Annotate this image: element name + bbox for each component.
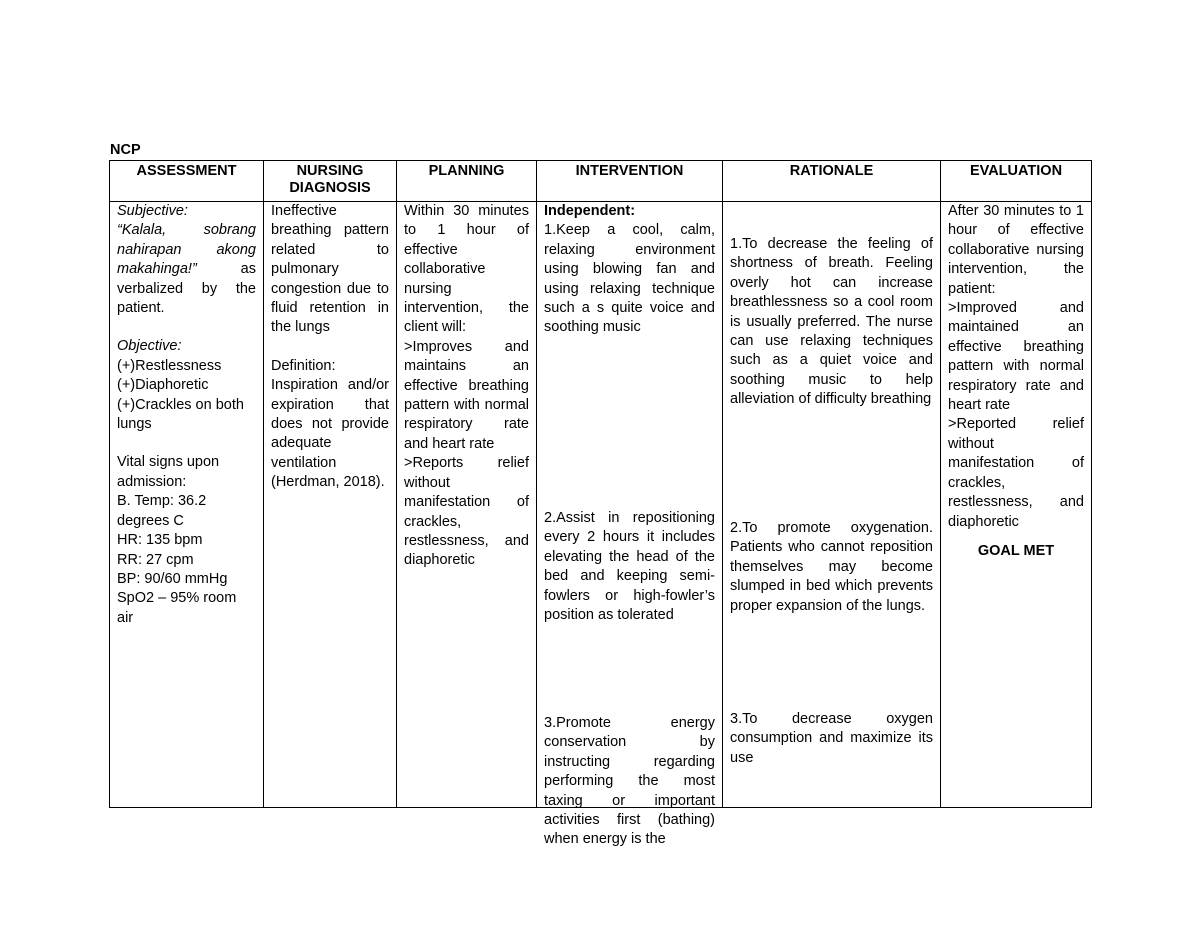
diagnosis-statement: Ineffective breathing pattern related to pulmonary congestion due to fluid retention in the lungs — [271, 203, 389, 336]
header-planning: PLANNING — [397, 161, 537, 202]
planning-outcome: >Improves and maintains an effective breathing pattern with normal respiratory rate and heart rate — [404, 338, 529, 452]
intervention-cell — [537, 202, 723, 848]
intervention-item-2: 2.Assist in repositioning every 2 hours it includes elevating the head of the bed and keeping semi-fowlers or high-fowler’s position as tolerated — [544, 510, 715, 624]
definition-text: Inspiration and/or expiration that does not provide adequate ventilation (Herdman, 2018). — [271, 377, 389, 491]
ncp-table — [109, 160, 1092, 848]
document-title: NCP — [110, 142, 141, 158]
objective-item: (+)Crackles on both lungs — [117, 396, 244, 433]
content-row — [110, 202, 1092, 808]
vitals-label: Vital signs upon admission: — [117, 454, 220, 490]
planning-text: Within 30 minutes to 1 hour of effective collaborative nursing intervention, the client will: — [404, 203, 529, 336]
independent-label: Independent: — [544, 203, 636, 219]
assessment-cell — [110, 202, 264, 808]
definition-label: Definition: — [271, 357, 336, 374]
header-assessment: ASSESSMENT — [110, 161, 264, 202]
subjective-label: Subjective: — [117, 203, 188, 219]
goal-met-label: GOAL MET — [977, 542, 1055, 559]
vital-sign: HR: 135 bpm — [117, 532, 203, 549]
evaluation-outcome: >Reported relief without manifestation of crackles, restlessness, and diaphoretic — [948, 416, 1084, 530]
verbalized-text: as verbalized by the patient. — [117, 261, 256, 317]
diagnosis-cell — [264, 202, 397, 808]
vital-sign: B. Temp: 36.2 degrees C — [117, 493, 207, 529]
rationale-cell — [723, 202, 941, 808]
vital-sign: BP: 90/60 mmHg — [117, 570, 228, 587]
objective-item: (+)Diaphoretic — [117, 377, 209, 394]
subjective-text — [117, 221, 256, 318]
evaluation-text: After 30 minutes to 1 hour of effective collaborative nursing intervention, the patient: — [948, 203, 1084, 297]
rationale-item-2: 2.To promote oxygenation. Patients who cannot reposition themselves may become slumped in bed which prevents proper expansion of the lungs. — [730, 520, 933, 614]
vital-sign: SpO2 – 95% room air — [117, 590, 237, 626]
header-nursing-diagnosis: NURSING DIAGNOSIS — [264, 161, 397, 202]
intervention-item-1: 1.Keep a cool, calm, relaxing environment using blowing fan and using relaxing technique such a s quite voice and soothing music — [544, 222, 715, 336]
rationale-item-3: 3.To decrease oxygen consumption and maximize its use — [730, 711, 933, 766]
header-evaluation: EVALUATION — [941, 161, 1092, 202]
evaluation-cell — [941, 202, 1092, 808]
objective-item: (+)Restlessness — [117, 357, 222, 374]
intervention-item-3: 3.Promote energy conservation by instructing regarding performing the most taxing or important activities first (bathing) when energy is the — [544, 715, 715, 848]
rationale-item-1: 1.To decrease the feeling of shortness of breath. Feeling overly hot can increase breathlessness so a cool room is usually preferred. The nurse can use relaxing techniques such as a quiet voice and soothing music to help alleviation of difficulty breathing — [730, 236, 933, 408]
header-intervention: INTERVENTION — [537, 161, 723, 202]
header-row — [110, 161, 1092, 202]
planning-outcome: >Reports relief without manifestation of crackles, restlessness, and diaphoretic — [404, 455, 529, 569]
vital-sign: RR: 27 cpm — [117, 551, 194, 568]
objective-label: Objective: — [117, 338, 182, 355]
evaluation-outcome: >Improved and maintained an effective breathing pattern with normal respiratory rate and heart rate — [948, 300, 1084, 414]
patient-quote: “Kalala, sobrang nahirapan akong makahinga!” — [117, 222, 256, 278]
header-rationale: RATIONALE — [723, 161, 941, 202]
planning-cell — [397, 202, 537, 808]
